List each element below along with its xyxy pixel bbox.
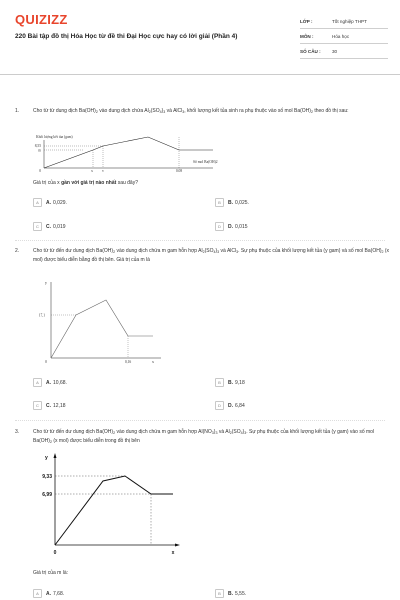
option-letter-box: C (33, 401, 42, 410)
q3-option-b[interactable]: B B. 5,55. (215, 589, 246, 598)
q2-y-axis-label: y (45, 280, 47, 285)
quizizz-logo: QUIZIZZ (15, 12, 68, 27)
meta-key: SỐ CÂU : (300, 48, 321, 54)
option-letter-box: A (33, 378, 42, 387)
q1-tick-m: m (38, 148, 41, 153)
worksheet-title: 220 Bài tập đồ thị Hóa Học từ đề thi Đại Học cực hay có lời giải (Phần 4) (15, 33, 238, 40)
option-letter-box: B (215, 589, 224, 598)
q1-origin: 0 (39, 169, 41, 172)
header-divider (0, 74, 400, 75)
meta-value: 30 (332, 48, 338, 54)
q3-tick-699: 6,99 (42, 492, 52, 498)
meta-class-row (300, 14, 388, 29)
q2-option-c[interactable]: C C. 12,18 (33, 401, 66, 410)
meta-count-row (300, 44, 388, 59)
option-letter-box: C (33, 222, 42, 231)
question-number: 2. (15, 248, 20, 254)
q2-option-b[interactable]: B B. 9,18 (215, 378, 245, 387)
meta-value: Hóa học (332, 33, 350, 39)
q1-ask: Giá trị của x gần với giá trị nào nhất sau đây? (33, 180, 138, 186)
question-1 (15, 107, 390, 116)
question-text: Cho từ từ đến dư dung dịch $Ba(OH)_2$ vào dung dịch chứa m gam hỗn hợp $Al(NO_3)_3$ và $Al_2(SO_4)_3$. Sự phụ thuộc của khối lượng kết tủa (y gam) vào số mol $Ba(OH)_2$ (x mol) được biểu diễn trong đồ thị bên (33, 429, 375, 444)
q3-x-axis-label: x (171, 550, 175, 556)
q1-option-b[interactable]: B B. 0,025. (215, 198, 249, 207)
option-letter-box: D (215, 401, 224, 410)
option-letter-box: A (33, 589, 42, 598)
meta-subject-row (300, 29, 388, 44)
arrow-up-icon (54, 453, 57, 458)
option-letter-box: B (215, 378, 224, 387)
q1-y-axis-label: Khối lượng kết tủa (gam) (36, 135, 73, 139)
q2-tick-171: 17,1 (38, 313, 45, 318)
q2-option-a[interactable]: A A. 10,68. (33, 378, 67, 387)
meta-value: Tốt nghiệp THPT (332, 18, 367, 24)
question-text: Cho từ từ dung dịch $Ba(OH)_2$ vào dung dịch chứa $Al_2(SO_4)_3$ và AlCl$_3$, khối lượng kết tủa sinh ra phụ thuộc vào số mol $Ba(OH)_2$ theo đồ thị sau: (33, 108, 349, 114)
q1-x-axis-label: Số mol Ba(OH)2 (193, 160, 218, 164)
q1-tick-y: y (102, 169, 104, 172)
question-number: 3. (15, 429, 20, 435)
q3-curve (55, 476, 173, 545)
worksheet-meta (300, 14, 388, 59)
option-letter-box: D (215, 222, 224, 231)
q2-option-d[interactable]: D D. 6,84 (215, 401, 245, 410)
q3-option-a[interactable]: A A. 7,68. (33, 589, 64, 598)
question-divider (15, 240, 385, 241)
q1-graph (33, 132, 223, 172)
q1-option-c[interactable]: C C. 0,019 (33, 222, 66, 231)
arrow-right-icon (175, 544, 180, 547)
question-2 (15, 247, 390, 264)
q2-graph (33, 278, 168, 368)
q1-option-d[interactable]: D D. 0,015 (215, 222, 248, 231)
q2-tick-016: 0,16 (124, 360, 132, 364)
question-divider (15, 420, 385, 421)
q1-option-a[interactable]: A A. 0,029. (33, 198, 67, 207)
meta-key: MÔN : (300, 33, 314, 39)
q1-tick-x: x (91, 169, 93, 172)
q2-x-axis-label: x (152, 359, 154, 364)
q1-tick-008: 0,08 (175, 169, 183, 172)
q3-graph (33, 450, 183, 565)
q3-y-axis-label: y (45, 455, 48, 461)
q3-ask: Giá trị của m là: (33, 570, 69, 576)
q2-origin: 0 (45, 360, 47, 364)
option-letter-box: B (215, 198, 224, 207)
question-3 (15, 428, 390, 446)
q1-tick-855: 8,55 (34, 144, 41, 148)
q3-tick-933: 9,33 (42, 474, 52, 480)
question-text: Cho từ từ đến dư dung dịch $Ba(OH)_2$ vào dung dịch chứa m gam hỗn hợp $Al_2(SO_4)_3$ và AlCl$_3$. Sự phụ thuộc của khối lượng kết tủa (y gam) và số mol $Ba(OH)_2$ (x mol) được biểu diễn bằng đồ thị bên. Giá trị của m là (33, 248, 390, 263)
option-letter-box: A (33, 198, 42, 207)
q3-origin: 0 (53, 550, 57, 556)
q2-curve (51, 300, 153, 358)
meta-key: LỚP : (300, 18, 313, 24)
q1-curve (44, 137, 213, 168)
question-number: 1. (15, 108, 20, 114)
